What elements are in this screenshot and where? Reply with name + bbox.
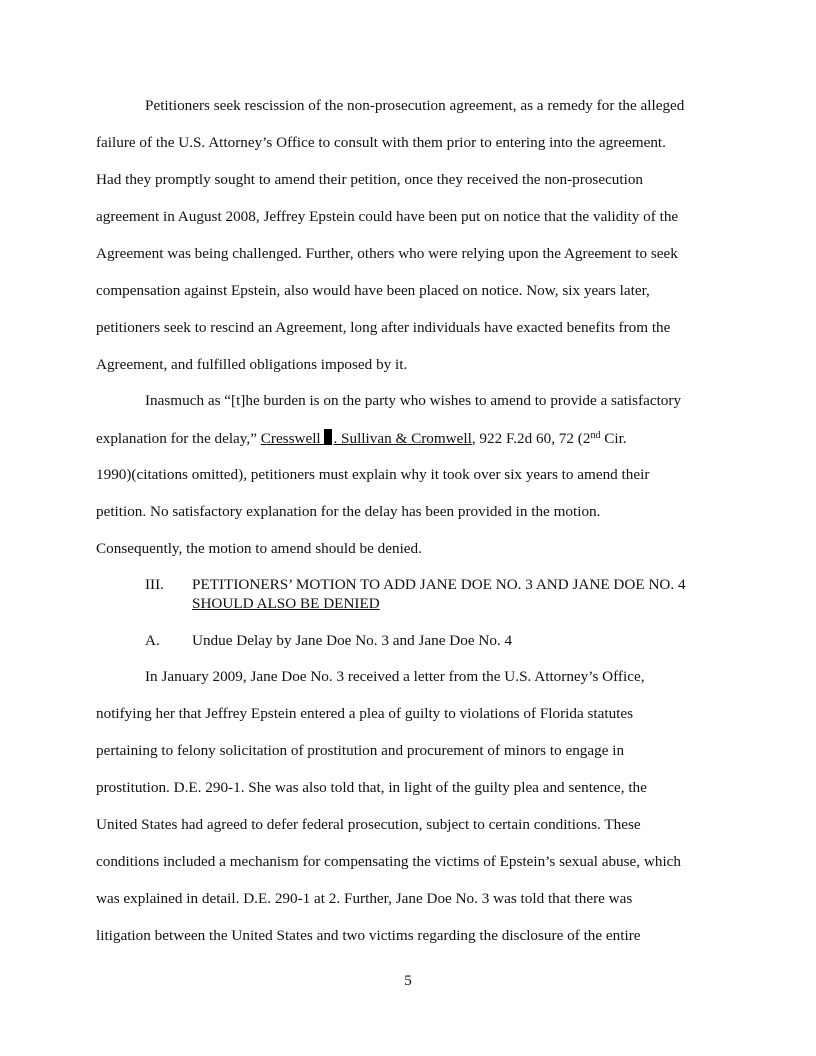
section-heading-line: SHOULD ALSO BE DENIED [192, 595, 380, 612]
para3-line: was explained in detail. D.E. 290-1 at 2. Further, Jane Doe No. 3 was told that there was [96, 890, 633, 907]
subsection-letter: A. [145, 632, 160, 649]
case-name-part: . Sullivan & Cromwell [333, 430, 472, 447]
para1-line: Petitioners seek rescission of the non-prosecution agreement, as a remedy for the alleged [145, 97, 685, 114]
para1-line: Had they promptly sought to amend their petition, once they received the non-prosecution [96, 171, 644, 188]
para3-line: United States had agreed to defer federal prosecution, subject to certain conditions. These [96, 816, 641, 833]
para3-line: litigation between the United States and two victims regarding the disclosure of the entire [96, 927, 641, 944]
para2-text: Cir. [600, 430, 627, 447]
para2-line: petition. No satisfactory explanation for the delay has been provided in the motion. [96, 503, 601, 520]
case-citation [261, 430, 472, 447]
page-number: 5 [404, 972, 412, 989]
para1-line: petitioners seek to rescind an Agreement, long after individuals have exacted benefits from the [96, 319, 671, 336]
redaction-block [324, 429, 332, 445]
subsection-title: Undue Delay by Jane Doe No. 3 and Jane Doe No. 4 [192, 632, 513, 649]
section-number: III. [145, 576, 164, 593]
para1-line: Agreement, and fulfilled obligations imposed by it. [96, 356, 408, 373]
para2-text: , 922 F.2d 60, 72 (2 [471, 430, 591, 447]
para2-text: explanation for the delay,” [96, 430, 261, 447]
section-heading-line: PETITIONERS’ MOTION TO ADD JANE DOE NO. 3 AND JANE DOE NO. 4 [192, 576, 686, 593]
para3-line: notifying her that Jeffrey Epstein entered a plea of guilty to violations of Florida statutes [96, 705, 634, 722]
para3-line: pertaining to felony solicitation of prostitution and procurement of minors to engage in [96, 742, 625, 759]
case-name-part: Cresswell [260, 430, 325, 447]
para3-line: In January 2009, Jane Doe No. 3 received a letter from the U.S. Attorney’s Office, [145, 668, 645, 685]
para3-line: prostitution. D.E. 290-1. She was also told that, in light of the guilty plea and sentence, the [96, 779, 647, 796]
para1-line: Agreement was being challenged. Further, others who were relying upon the Agreement to seek [96, 245, 678, 262]
para2-line: 1990)(citations omitted), petitioners must explain why it took over six years to amend their [96, 466, 650, 483]
para2-line: Inasmuch as “[t]he burden is on the party who wishes to amend to provide a satisfactory [145, 392, 682, 409]
para1-line: compensation against Epstein, also would have been placed on notice. Now, six years later, [96, 282, 650, 299]
para1-line: failure of the U.S. Attorney’s Office to consult with them prior to entering into the agreement. [96, 134, 666, 151]
para2-line-citation [96, 429, 627, 448]
para1-line: agreement in August 2008, Jeffrey Epstein could have been put on notice that the validity of the [96, 208, 679, 225]
ordinal-superscript: nd [590, 430, 601, 441]
para2-line: Consequently, the motion to amend should be denied. [96, 540, 422, 557]
para3-line: conditions included a mechanism for compensating the victims of Epstein’s sexual abuse, which [96, 853, 682, 870]
